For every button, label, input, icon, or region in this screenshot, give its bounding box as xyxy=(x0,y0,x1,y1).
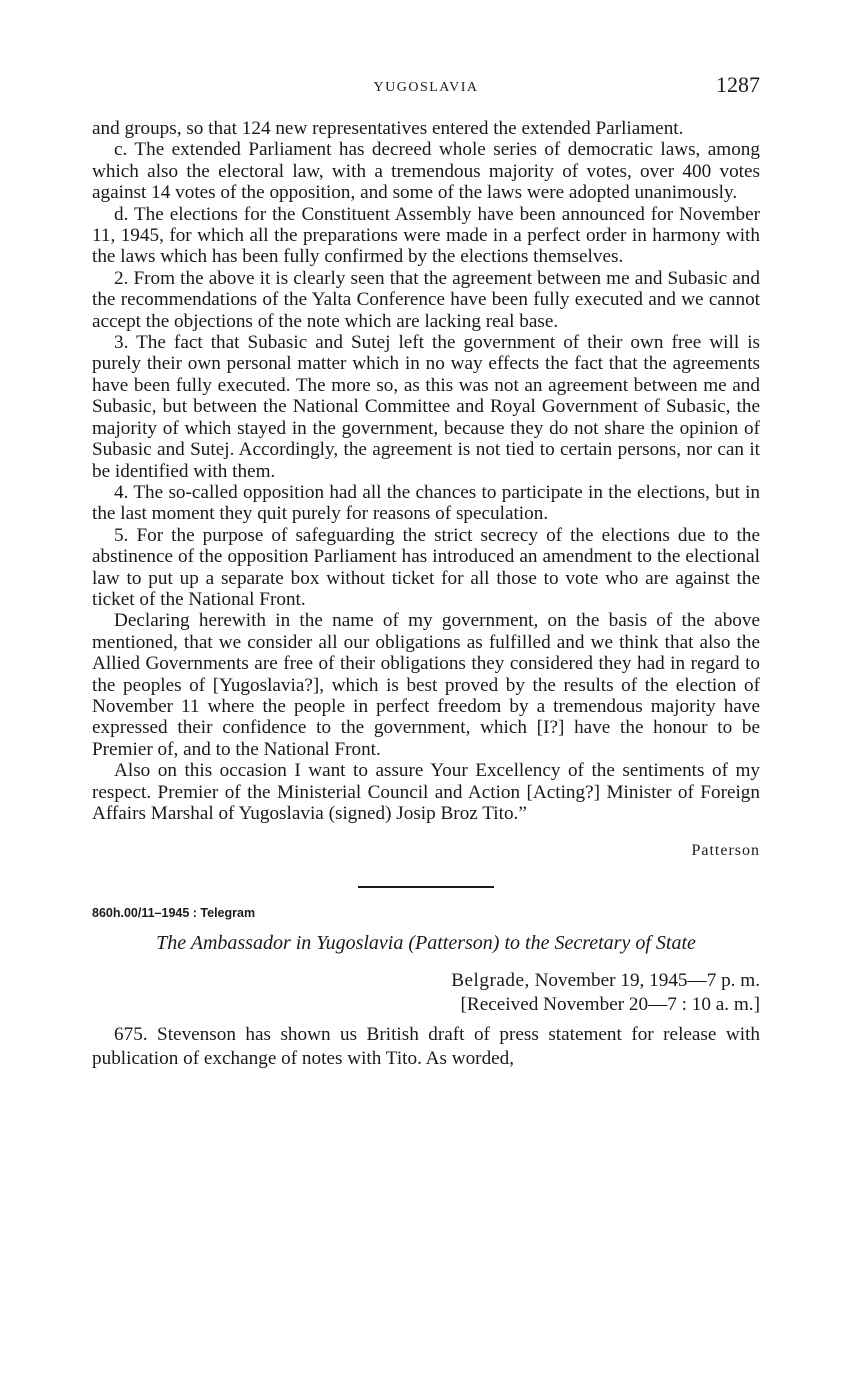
message-paragraph: 675. Stevenson has shown us British draft of press statement for release with publication of exchange of notes with Tito. As worded, xyxy=(92,1024,760,1070)
paragraph: 2. From the above it is clearly seen that the agreement between me and Subasic and the recommendations of the Yalta Conference have been fully executed and we cannot accept the objections of the note which are lacking real base. xyxy=(92,267,760,332)
paragraph: and groups, so that 124 new representatives entered the extended Parliament. xyxy=(92,118,684,139)
file-reference: 860h.00/11–1945 : Telegram xyxy=(92,906,256,921)
page-number: 1287 xyxy=(716,72,760,97)
paragraph: Declaring herewith in the name of my government, on the basis of the above mentioned, that we consider all our obligations as fulfilled and we think that also the Allied Governments are free of their obligations they considered they had in regard to the peoples of [Yugoslavia?], which is best proved by the results of the election of November 11 where the people in perfect freedom by a tremendous majority have expressed their confidence to the government, which [I?] have the honour to be Premier of, and to the National Front. xyxy=(92,610,760,760)
message-text xyxy=(92,1023,760,1071)
dateline-line xyxy=(92,969,760,993)
signoff: Patterson xyxy=(691,842,760,860)
document-heading: The Ambassador in Yugoslavia (Patterson) to the Secretary of State xyxy=(156,932,696,955)
dateline-place: Belgrade, xyxy=(451,970,530,992)
document-page xyxy=(92,72,760,1071)
paragraph: 4. The so-called opposition had all the chances to participate in the elections, but in the last moment they quit purely for reasons of speculation. xyxy=(92,481,760,525)
section-divider xyxy=(358,886,494,888)
running-title: YUGOSLAVIA xyxy=(373,80,479,95)
paragraph: d. The elections for the Constituent Assembly have been announced for November 11, 1945, for which all the preparations were made in a perfect order in harmony with the laws which has been fully confirmed by the elections themselves. xyxy=(92,203,760,268)
dateline-date: November 19, 1945—7 p. m. xyxy=(534,970,760,992)
dateline xyxy=(92,969,760,1017)
paragraph: c. The extended Parliament has decreed whole series of democratic laws, among which also the electoral law, with a tremendous majority of votes, over 400 votes against 14 votes of the opposition, and some of the laws were adopted unanimously. xyxy=(92,139,760,204)
running-head xyxy=(92,72,760,102)
received-note: [Received November 20—7 : 10 a. m.] xyxy=(460,994,760,1016)
body-text xyxy=(92,118,760,824)
paragraph: 5. For the purpose of safeguarding the strict secrecy of the elections due to the abstinence of the opposition Parliament has introduced an amendment to the electional law to put up a separate box without ticket for all those to vote who are against the ticket of the National Front. xyxy=(92,524,760,610)
paragraph: 3. The fact that Subasic and Sutej left the government of their own free will is purely their own personal matter which in no way effects the fact that the agreements have been fully executed. The more so, as this was not an agreement between me and Subasic, but between the National Committee and Royal Government of Subasic, the majority of which stayed in the government, because they do not share the opinion of Subasic and Sutej. Accordingly, the agreement is not tied to certain persons, nor can it be identified with them. xyxy=(92,332,760,482)
paragraph: Also on this occasion I want to assure Your Excellency of the sentiments of my respect. Premier of the Ministerial Council and Action [Acting?] Minister of Foreign Affairs Marshal of Yugoslavia (signed) Josip Broz Tito.” xyxy=(92,760,760,824)
